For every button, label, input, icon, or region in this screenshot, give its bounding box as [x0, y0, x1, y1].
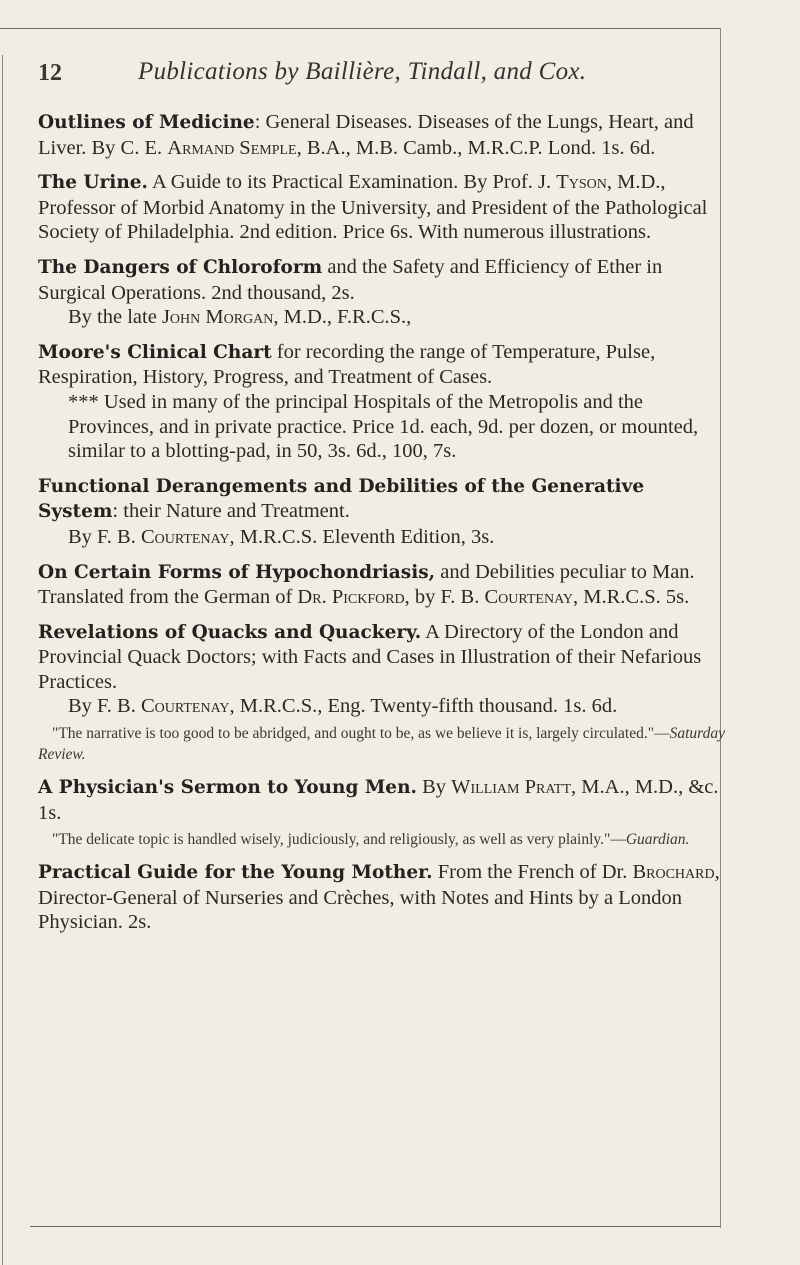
entry-text: : their Nature and Treatment. — [112, 500, 350, 523]
entry-text: By — [416, 776, 452, 799]
quote-source: Guardian. — [625, 831, 690, 849]
entry-text: , M.D., Professor of Morbid Anatomy in the University, and President of the Pathological Society of Philadelphia. 2nd edition. Price 6s. With numerous illustrations. — [38, 171, 708, 244]
entry-author: Armand Semple — [167, 136, 297, 159]
entry-title: On Certain Forms of Hypochondriasis, — [38, 561, 436, 583]
entry-text: , B.A., M.B. Camb., M.R.C.P. Lond. 1s. 6d. — [296, 136, 656, 159]
byline-prefix: By F. B. — [68, 525, 141, 548]
listing-entry — [38, 170, 728, 245]
catalogue-listing — [38, 110, 728, 945]
entry-text: , M.R.C.S. 5s. — [573, 586, 690, 609]
entry-text: , M.A., M.D., &c. 1s. — [38, 776, 719, 824]
listing-entry — [38, 560, 728, 610]
byline-prefix: By F. B. — [68, 695, 141, 718]
entry-title: Revelations of Quacks and Quackery. — [38, 621, 422, 643]
listing-entry — [38, 860, 728, 935]
entry-title: A Physician's Sermon to Young Men. — [38, 777, 417, 799]
listing-entry — [38, 620, 728, 765]
entry-text: : General Diseases. Diseases of the Lungs, Heart, and Liver. By C. E. — [38, 111, 694, 159]
entry-text: , by F. B. — [404, 586, 485, 609]
listing-entry — [38, 474, 728, 550]
entry-title: The Dangers of Chloroform — [38, 256, 323, 278]
listing-entry — [38, 775, 728, 850]
byline-suffix: , M.R.C.S. Eleventh Edition, 3s. — [229, 525, 495, 548]
entry-text: , Director-General of Nurseries and Crèches, with Notes and Hints by a London Physician. 2s. — [38, 861, 720, 934]
quote-source: Saturday Review. — [38, 725, 725, 764]
page-header — [38, 60, 718, 100]
entry-author: Dr. Pickford — [297, 586, 405, 609]
bottom-rule — [30, 1226, 720, 1227]
entry-byline — [38, 694, 728, 719]
entry-text: for recording the range of Temperature, Pulse, Respiration, History, Progress, and Treatment of Cases. — [38, 340, 656, 389]
entry-text: and Debilities peculiar to Man. Translated from the German of — [38, 560, 695, 609]
entry-title: Practical Guide for the Young Mother. — [38, 862, 433, 884]
entry-title: Outlines of Medicine — [38, 112, 255, 133]
entry-author: Courtenay — [484, 586, 574, 609]
quote-text: "The narrative is too good to be abridged, and ought to be, as we believe it is, largely circulated."— — [52, 725, 670, 743]
entry-author: Tyson — [556, 171, 607, 194]
byline-suffix: , M.D., F.R.C.S., — [273, 306, 412, 329]
entry-text: A Directory of the London and Provincial Quack Doctors; with Facts and Cases in Illustration of their Nefarious Practices. — [38, 620, 702, 693]
quote-text: "The delicate topic is handled wisely, judiciously, and religiously, as well as very plainly."— — [52, 831, 626, 849]
entry-author: Courtenay — [140, 525, 230, 548]
entry-byline — [38, 305, 728, 330]
entry-title: Functional Derangements and Debilities of the Generative System — [38, 475, 645, 523]
entry-byline — [38, 525, 728, 550]
entry-text: and the Safety and Efficiency of Ether in Surgical Operations. 2nd thousand, 2s. — [38, 255, 663, 304]
entry-author: Courtenay — [140, 695, 230, 718]
entry-author: Brochard — [632, 861, 715, 884]
listing-entry — [38, 110, 728, 160]
listing-entry — [38, 255, 728, 330]
entry-text: A Guide to its Practical Examination. By Prof. J. — [148, 171, 557, 194]
running-head: Publications by Baillière, Tindall, and Cox. — [138, 58, 587, 85]
entry-title: The Urine. — [38, 172, 148, 194]
entry-author: John Morgan — [161, 306, 274, 329]
top-rule — [0, 28, 720, 29]
entry-note: *** Used in many of the principal Hospitals of the Metropolis and the Provinces, and in private practice. Price 1d. each, 9d. per dozen, or mounted, similar to a blotting-pad, in 50, 3s. 6d., 100, 7s. — [68, 390, 699, 463]
entry-title: Moore's Clinical Chart — [38, 341, 272, 363]
page-number: 12 — [38, 60, 62, 86]
review-quote — [38, 723, 728, 765]
byline-suffix: , M.R.C.S., Eng. Twenty-fifth thousand. 1s. 6d. — [229, 695, 618, 718]
entry-author: William Pratt — [451, 776, 572, 799]
listing-entry — [38, 340, 728, 464]
left-rule — [2, 55, 3, 1265]
byline-prefix: By the late — [68, 306, 162, 329]
review-quote — [38, 829, 728, 850]
entry-text: From the French of Dr. — [432, 861, 633, 884]
